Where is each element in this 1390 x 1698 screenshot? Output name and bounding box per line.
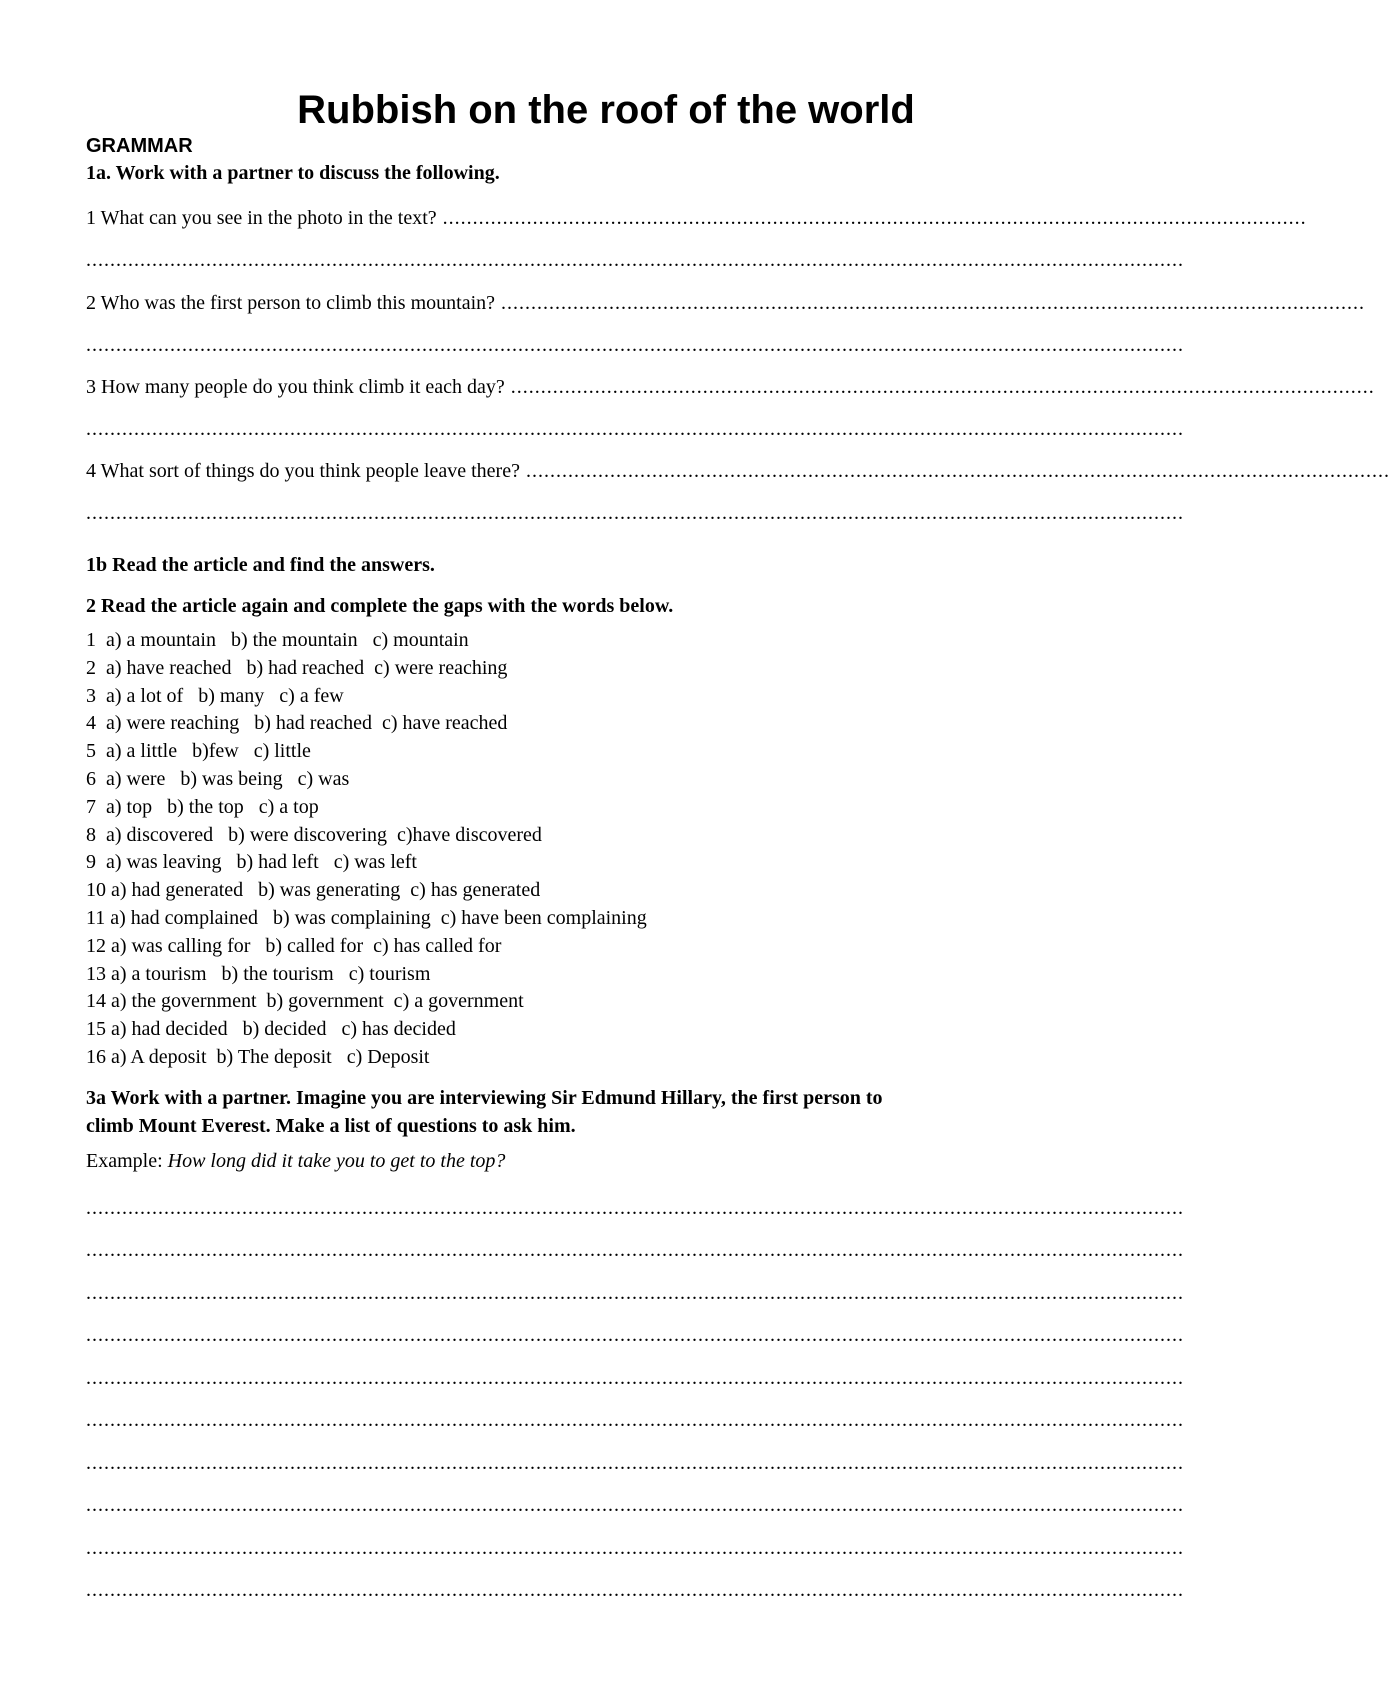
gap-option-item: 6 a) were b) was being c) was [86, 767, 350, 790]
gap-option-item: 1 a) a mountain b) the mountain c) mountain [86, 629, 469, 651]
answer-blank[interactable]: ................................................................................................................................................ [501, 292, 1366, 314]
answer-blank[interactable]: ....................................................................................................................................................................................... [86, 249, 1184, 271]
answer-blank[interactable]: ....................................................................................................................................................................................... [86, 1367, 1184, 1389]
example-question: How long did it take you to get to the top? [167, 1150, 506, 1172]
answer-blank[interactable]: ....................................................................................................................................................................................... [86, 1239, 1184, 1261]
gap-option-item: 5 a) a little b)few c) little [86, 740, 311, 763]
gap-option-item: 14 a) the government b) government c) a government [86, 990, 524, 1013]
answer-blank[interactable]: ................................................................................................................................................ [442, 207, 1307, 229]
question-3-line [86, 374, 1375, 400]
example-line [86, 1148, 505, 1174]
section-heading: GRAMMAR [86, 135, 193, 157]
question-1-text: 1 What can you see in the photo in the text? [86, 207, 437, 229]
answer-blank[interactable]: ....................................................................................................................................................................................... [86, 1579, 1184, 1601]
answer-blank[interactable]: ....................................................................................................................................................................................... [86, 1324, 1184, 1346]
answer-blank[interactable]: ....................................................................................................................................................................................... [86, 334, 1184, 356]
answer-blank[interactable]: ....................................................................................................................................................................................... [86, 1409, 1184, 1431]
question-4-text: 4 What sort of things do you think people leave there? [86, 460, 520, 482]
exercise-3a-instruction-line-2: climb Mount Everest. Make a list of questions to ask him. [86, 1115, 576, 1137]
question-1-line [86, 205, 1307, 231]
gap-option-item: 9 a) was leaving b) had left c) was left [86, 851, 417, 874]
answer-blank[interactable]: ....................................................................................................................................................................................... [86, 1494, 1184, 1516]
gap-option-item: 7 a) top b) the top c) a top [86, 795, 319, 818]
gap-option-item: 8 a) discovered b) were discovering c)have discovered [86, 823, 542, 846]
gap-option-item: 3 a) a lot of b) many c) a few [86, 684, 344, 707]
exercise-1a-instruction: 1a. Work with a partner to discuss the following. [86, 162, 500, 184]
gap-option-item: 4 a) were reaching b) had reached c) have reached [86, 712, 508, 735]
answer-blank[interactable]: ....................................................................................................................................................................................... [86, 1537, 1184, 1559]
answer-blank[interactable]: ....................................................................................................................................................................................... [86, 1197, 1184, 1219]
gap-option-item: 10 a) had generated b) was generating c) has generated [86, 879, 541, 902]
gap-option-item: 13 a) a tourism b) the tourism c) tourism [86, 962, 431, 985]
answer-blank[interactable]: ....................................................................................................................................................................................... [86, 418, 1184, 440]
gap-option-item: 11 a) had complained b) was complaining c) have been complaining [86, 906, 647, 929]
exercise-3a-instruction-line-1: 3a Work with a partner. Imagine you are interviewing Sir Edmund Hillary, the first person to [86, 1087, 883, 1109]
gap-option-item: 2 a) have reached b) had reached c) were reaching [86, 656, 508, 679]
example-label: Example: [86, 1150, 163, 1172]
page-title: Rubbish on the roof of the world [297, 88, 915, 132]
question-2-text: 2 Who was the first person to climb this mountain? [86, 292, 496, 314]
gap-option-item: 15 a) had decided b) decided c) has decided [86, 1018, 456, 1041]
gap-option-item: 12 a) was calling for b) called for c) has called for [86, 934, 502, 957]
question-3-text: 3 How many people do you think climb it each day? [86, 376, 505, 398]
question-4-line [86, 458, 1390, 484]
exercise-1b-instruction: 1b Read the article and find the answers. [86, 554, 435, 576]
answer-blank[interactable]: ................................................................................................................................................ [525, 460, 1390, 482]
gap-option-item: 16 a) A deposit b) The deposit c) Deposit [86, 1045, 430, 1068]
answer-blank[interactable]: ................................................................................................................................................ [510, 376, 1375, 398]
exercise-2-instruction: 2 Read the article again and complete the gaps with the words below. [86, 595, 674, 617]
answer-blank[interactable]: ....................................................................................................................................................................................... [86, 502, 1184, 524]
answer-blank[interactable]: ....................................................................................................................................................................................... [86, 1282, 1184, 1304]
question-2-line [86, 290, 1366, 316]
answer-blank[interactable]: ....................................................................................................................................................................................... [86, 1452, 1184, 1474]
gap-options-list [86, 627, 647, 1072]
